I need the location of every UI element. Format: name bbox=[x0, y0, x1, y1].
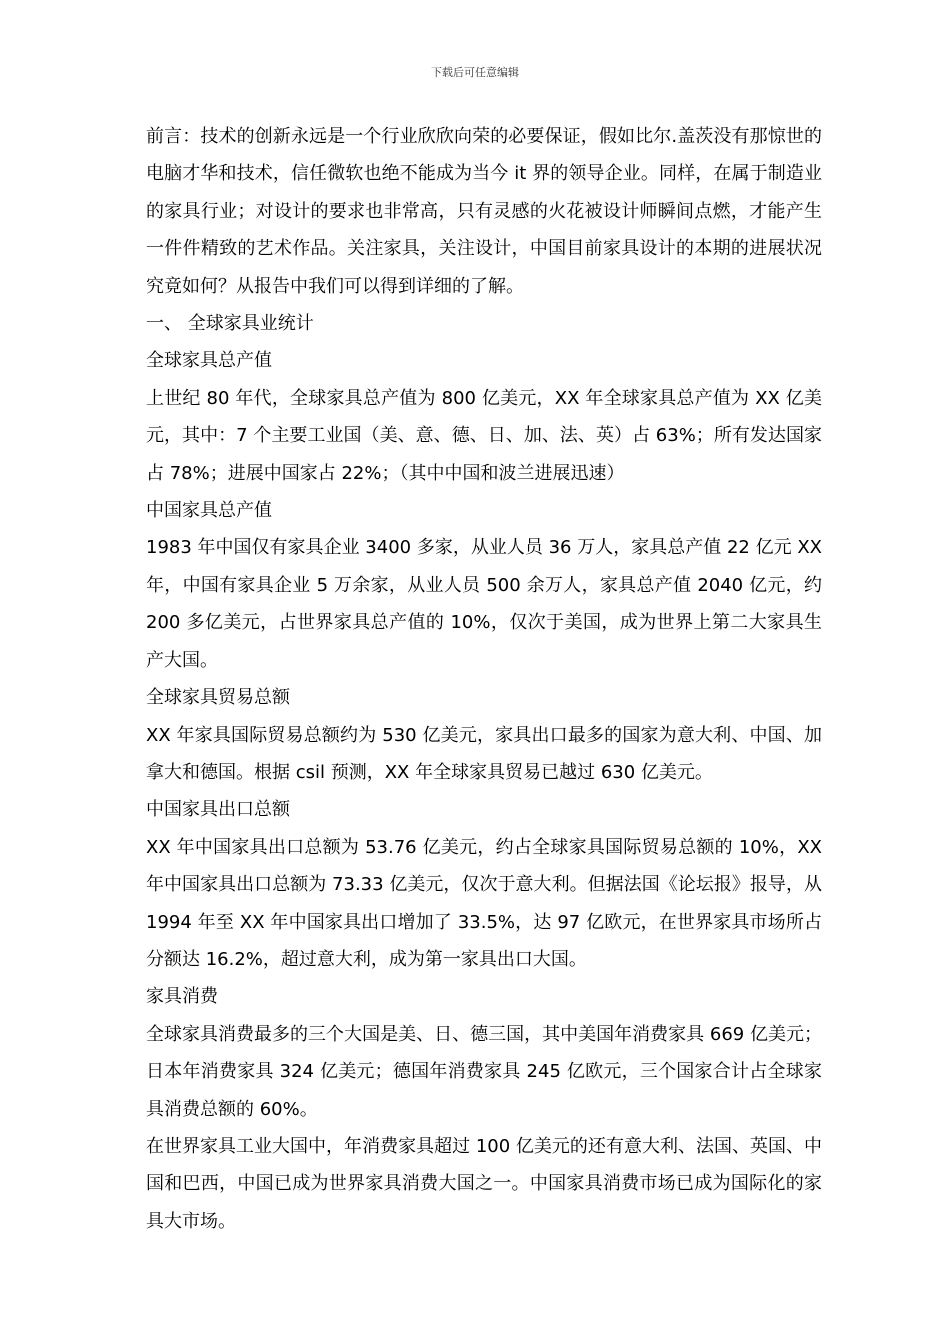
preface-paragraph: 前言：技术的创新永远是一个行业欣欣向荣的必要保证，假如比尔.盖茨没有那惊世的电脑才华和技术，信任微软也绝不能成为当今 it 界的领导企业。同样，在属于制造业的家具行业；对设计的要求也非常高，只有灵感的火花被设计师瞬间点燃，才能产生一件件精致的艺术作品。关注家具，关注设计，中国目前家具设计的本期的进展状况究竟如何？从报告中我们可以得到详细的了解。 bbox=[146, 126, 822, 297]
subheading-global-trade: 全球家具贸易总额 bbox=[146, 687, 290, 709]
paragraph-china-output: 1983 年中国仅有家具企业 3400 多家，从业人员 36 万人，家具总产值 22 亿元 XX 年，中国有家具企业 5 万余家，从业人员 500 余万人，家具总产值 2040 亿元，约 200 多亿美元，占世界家具总产值的 10%，仅次于美国，成为世界上第二大家具生产大国。 bbox=[146, 537, 822, 671]
paragraph-global-trade: XX 年家具国际贸易总额约为 530 亿美元，家具出口最多的国家为意大利、中国、加拿大和德国。根据 csil 预测，XX 年全球家具贸易已越过 630 亿美元。 bbox=[146, 724, 822, 783]
subheading-global-output: 全球家具总产值 bbox=[146, 350, 272, 372]
subheading-china-export: 中国家具出口总额 bbox=[146, 799, 290, 821]
document-body bbox=[146, 118, 822, 1240]
paragraph-global-output: 上世纪 80 年代，全球家具总产值为 800 亿美元，XX 年全球家具总产值为 XX 亿美元，其中：7 个主要工业国（美、意、德、日、加、法、英）占 63%；所有发达国家占 78%；进展中国家占 22%；（其中中国和波兰进展迅速） bbox=[146, 387, 822, 484]
paragraph-china-export: XX 年中国家具出口总额为 53.76 亿美元，约占全球家具国际贸易总额的 10%，XX 年中国家具出口总额为 73.33 亿美元，仅次于意大利。但据法国《论坛报》报导，从 1994 年至 XX 年中国家具出口增加了 33.5%，达 97 亿欧元，在世界家具市场所占分额达 16.2%，超过意大利，成为第一家具出口大国。 bbox=[146, 836, 822, 970]
page-header-note: 下载后可任意编辑 bbox=[431, 66, 519, 79]
subheading-china-output: 中国家具总产值 bbox=[146, 500, 272, 522]
subheading-consumption: 家具消费 bbox=[146, 986, 218, 1008]
section-heading: 一、 全球家具业统计 bbox=[146, 313, 314, 335]
paragraph-consumption: 全球家具消费最多的三个大国是美、日、德三国，其中美国年消费家具 669 亿美元；日本年消费家具 324 亿美元；德国年消费家具 245 亿欧元，三个国家合计占全球家具消费总额的 60%。 bbox=[146, 1023, 822, 1120]
paragraph-consumption-china: 在世界家具工业大国中，年消费家具超过 100 亿美元的还有意大利、法国、英国、中国和巴西，中国已成为世界家具消费大国之一。中国家具消费市场已成为国际化的家具大市场。 bbox=[146, 1135, 822, 1232]
